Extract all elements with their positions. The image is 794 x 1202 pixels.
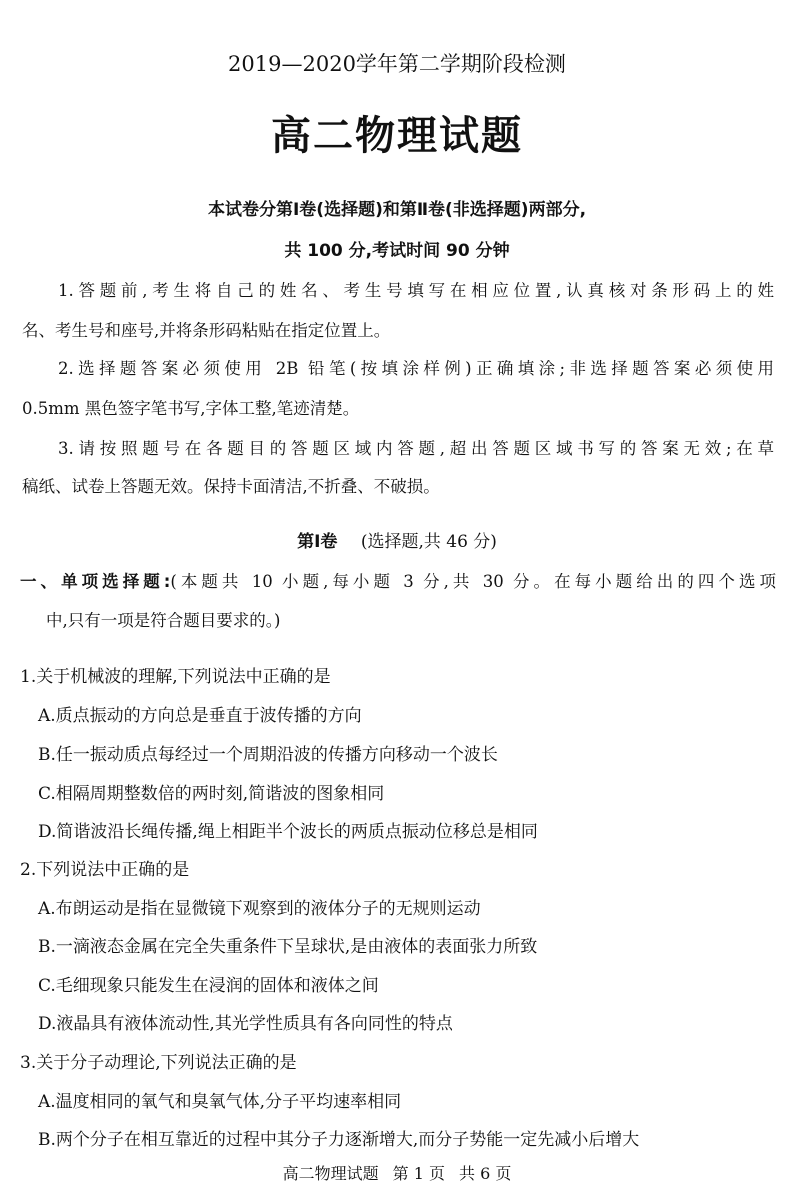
intro-line-2: 共 100 分,考试时间 90 分钟 (284, 241, 510, 261)
note-1-line-1: 1.答题前,考生将自己的姓名、考生号填写在相应位置,认真核对条形码上的姓 (58, 281, 774, 300)
question-1-option-c: C.相隔周期整数倍的两时刻,简谐波的图象相同 (38, 784, 385, 804)
note-2-line-1: 2.选择题答案必须使用 2B 铅笔(按填涂样例)正确填涂;非选择题答案必须使用 (58, 359, 774, 378)
question-1-option-a: A.质点振动的方向总是垂直于波传播的方向 (38, 706, 362, 726)
footer-subject: 高二物理试题 (282, 1164, 379, 1183)
note-2-line-2: 0.5mm 黑色签字笔书写,字体工整,笔迹清楚。 (22, 399, 360, 418)
section-name: 一、单项选择题: (20, 572, 171, 591)
part-description: (选择题,共 46 分) (360, 532, 497, 552)
question-3-stem: 3.关于分子动理论,下列说法正确的是 (20, 1053, 297, 1073)
question-2-option-b: B.一滴液态金属在完全失重条件下呈球状,是由液体的表面张力所致 (38, 937, 538, 957)
footer-page-number: 第 1 页 (392, 1164, 445, 1183)
section-heading (20, 570, 776, 594)
exam-title: 2019—2020学年第二学期阶段检测 (228, 52, 566, 76)
question-3-option-a: A.温度相同的氧气和臭氧气体,分子平均速率相同 (38, 1092, 402, 1112)
section-description-continued: 中,只有一项是符合题目要求的。) (46, 611, 281, 630)
question-1-stem: 1.关于机械波的理解,下列说法中正确的是 (20, 667, 331, 687)
part-title (0, 530, 794, 554)
question-2-stem: 2.下列说法中正确的是 (20, 860, 190, 880)
question-2-option-c: C.毛细现象只能发生在浸润的固体和液体之间 (38, 976, 379, 996)
question-1-option-b: B.任一振动质点每经过一个周期沿波的传播方向移动一个波长 (38, 745, 498, 765)
intro-line-1: 本试卷分第Ⅰ卷(选择题)和第Ⅱ卷(非选择题)两部分, (207, 200, 587, 220)
section-description: (本题共 10 小题,每小题 3 分,共 30 分。在每小题给出的四个选项 (170, 572, 776, 591)
question-2-option-a: A.布朗运动是指在显微镜下观察到的液体分子的无规则运动 (38, 899, 481, 919)
note-3-line-2: 稿纸、试卷上答题无效。保持卡面清洁,不折叠、不破损。 (22, 477, 440, 496)
part-name: 第Ⅰ卷 (297, 532, 338, 552)
question-3-option-b: B.两个分子在相互靠近的过程中其分子力逐渐增大,而分子势能一定先减小后增大 (38, 1130, 640, 1150)
note-3-line-1: 3.请按照题号在各题目的答题区域内答题,超出答题区域书写的答案无效;在草 (58, 439, 774, 458)
subject-title: 高二物理试题 (271, 112, 523, 159)
footer-total-pages: 共 6 页 (459, 1164, 512, 1183)
question-2-option-d: D.液晶具有液体流动性,其光学性质具有各向同性的特点 (38, 1014, 453, 1034)
note-1-line-2: 名、考生号和座号,并将条形码粘贴在指定位置上。 (22, 321, 391, 340)
page-footer (0, 1162, 794, 1186)
question-1-option-d: D.简谐波沿长绳传播,绳上相距半个波长的两质点振动位移总是相同 (38, 822, 538, 842)
